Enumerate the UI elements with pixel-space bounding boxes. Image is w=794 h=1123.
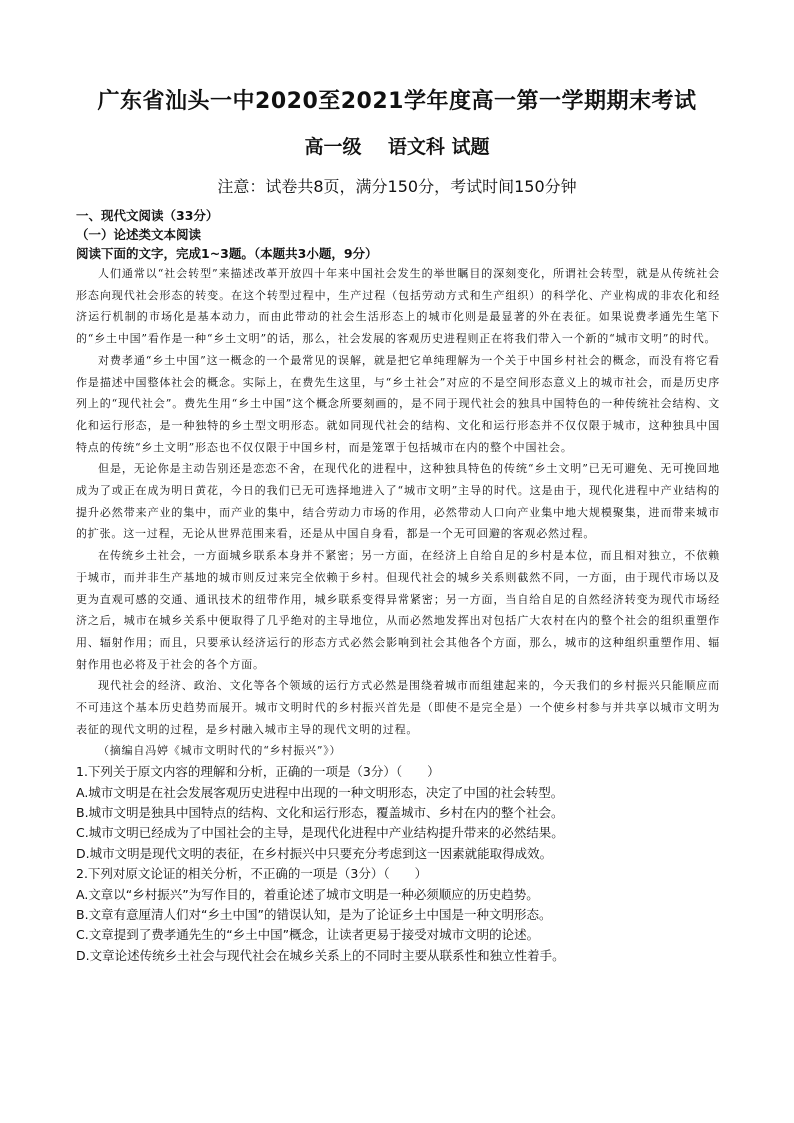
question-stem: 1.下列关于原文内容的理解和分析，正确的一项是（3分）（ ） [76,764,440,780]
section-subheading: （一）论述类文本阅读 [76,227,202,242]
passage-paragraph: 在传统乡土社会，一方面城乡联系本身并不紧密；另一方面，在经济上自给自足的乡村是本位，而且相对独立，不依赖于城市，而并非生产基地的城市则反过来完全依赖于乡村。但现代社会的城乡关系则截然不同，一方面，由于现代市场以及更为直观可感的交通、通讯技术的纽带作用，城乡联系变得异常紧密；另一方面，当自给自足的自然经济转变为现代市场经济之后，城市在城乡关系中便取得了几乎绝对的主导地位，从而必然地发挥出对包括广大农村在内的整个社会的组织重塑作用、辐射作用；而且，只要承认经济运行的形态方式必然会影响到社会其他各个方面，那么，城市的这种组织重塑作用、辐射作用也必将及于社会的各个方面。 [76,549,720,671]
exam-notice: 注意：试卷共8页，满分150分，考试时间150分钟 [217,177,577,196]
question-option-b: B.城市文明是独具中国特点的结构、文化和运行形态，覆盖城市、乡村在内的整个社会。 [76,804,564,820]
question-option-c: C.城市文明已经成为了中国社会的主导，是现代化进程中产业结构提升带来的必然结果。 [76,825,564,841]
question-option-a: A.文章以“乡村振兴”为写作目的，着重论述了城市文明是一种必须顺应的历史趋势。 [76,886,539,902]
question-1 [76,762,720,864]
question-stem: 2.下列对原文论证的相关分析，不正确的一项是（3分）（ ） [76,866,428,882]
question-option-d: D.文章论述传统乡土社会与现代社会在城乡关系上的不同时主要从联系性和独立性着手。 [76,947,565,963]
section-heading: 一、现代文阅读（33分） [76,208,219,223]
question-list [76,762,720,966]
reading-instruction: 阅读下面的文字，完成1~3题。（本题共3小题，9分） [76,246,378,261]
exam-title: 广东省汕头一中2020至2021学年度高一第一学期期末考试 [97,89,697,114]
question-option-c: C.文章提到了费孝通先生的“乡土中国”概念，让读者更易于接受对城市文明的论述。 [76,927,540,943]
question-option-d: D.城市文明是现代文明的表征，在乡村振兴中只要充分考虑到这一因素就能取得成效。 [76,845,553,861]
reading-passage [76,263,720,762]
question-2 [76,864,720,966]
passage-source: （摘编自冯婷《城市文明时代的“乡村振兴”》） [98,744,342,758]
exam-content [76,206,720,966]
question-option-b: B.文章有意厘清人们对“乡土中国”的错误认知，是为了论证乡土中国是一种文明形态。 [76,907,552,923]
passage-paragraph: 现代社会的经济、政治、文化等各个领域的运行方式必然是围绕着城市而组建起来的，今天我们的乡村振兴只能顺应而不可违这个基本历史趋势而展开。城市文明时代的乡村振兴首先是（即使不是完全是）一个使乡村参与并共享以城市文明为表征的现代文明的过程，是乡村融入城市主导的现代文明的过程。 [76,679,720,736]
passage-paragraph: 人们通常以“社会转型”来描述改革开放四十年来中国社会发生的举世瞩目的深刻变化，所谓社会转型，就是从传统社会形态向现代社会形态的转变。在这个转型过程中，生产过程（包括劳动方式和生产组织）的科学化、产业构成的非农化和经济运行机制的市场化是基本动力，而由此带动的社会生活形态上的城市化则是最显著的外在表征。如果说费孝通先生笔下的“乡土中国”看作是一种“乡土文明”的话，那么，社会发展的客观历史进程则正在将我们带入一个新的“城市文明”的时代。 [76,267,720,346]
passage-paragraph: 但是，无论你是主动告别还是恋恋不舍，在现代化的进程中，这种独具特色的传统“乡土文明”已无可避免、无可挽回地成为了或正在成为明日黄花，今日的我们已无可选择地进入了“城市文明”主导的时代。这是由于，现代化进程中产业结构的提升必然带来产业的集中，而产业的集中，结合劳动力市场的作用，必然带动人口向产业集中地大规模聚集，进而带来城市的扩张。这一过程，无论从世界范围来看，还是从中国自身看，都是一个无可回避的客观必然过程。 [76,462,720,541]
question-option-a: A.城市文明是在社会发展客观历史进程中出现的一种文明形态，决定了中国的社会转型。 [76,784,564,800]
exam-subtitle: 高一级 语文科 试题 [304,136,490,158]
passage-paragraph: 对费孝通“乡土中国”这一概念的一个最常见的误解，就是把它单纯理解为一个关于中国乡村社会的概念，而没有将它看作是描述中国整体社会的概念。实际上，在费先生这里，与“乡土社会”对应的不是空间形态意义上的城市社会，而是历史序列上的“现代社会”。费先生用“乡土中国”这个概念所要刻画的，是不同于现代社会的独具中国特色的一种传统社会结构、文化和运行形态，是一种独特的乡土型文明形态。就如同现代社会的结构、文化和运行形态并不仅仅限于城市，这种独具中国特点的传统“乡土文明”形态也不仅仅限于中国乡村，而是笼罩于包括城市在内的整个中国社会。 [76,353,720,454]
